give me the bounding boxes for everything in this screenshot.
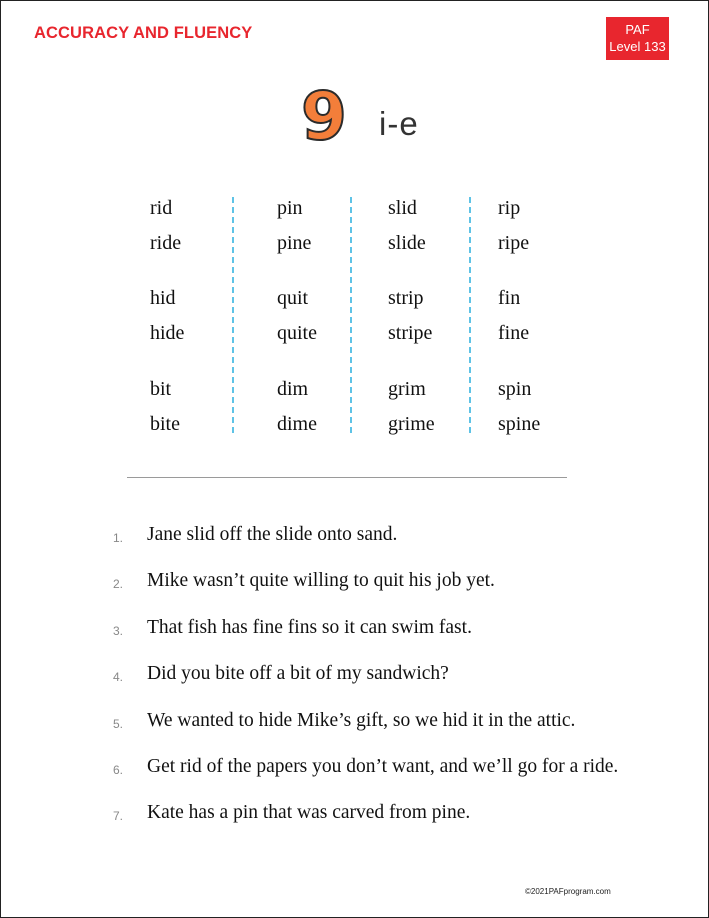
- section-divider: [127, 477, 567, 478]
- word: ride: [150, 232, 182, 254]
- word: stripe: [388, 322, 433, 344]
- word: spin: [498, 378, 532, 400]
- sentence-number: 6.: [113, 763, 124, 777]
- word: dim: [277, 378, 309, 400]
- sentence-text: Get rid of the papers you don’t want, and we’ll go for a ride.: [147, 756, 619, 777]
- sentence-text: We wanted to hide Mike’s gift, so we hid it in the attic.: [147, 710, 576, 731]
- sentence-text: That fish has fine fins so it can swim fast.: [147, 617, 472, 638]
- word: quit: [277, 287, 309, 309]
- word: fine: [498, 322, 530, 344]
- word: ripe: [498, 232, 530, 254]
- word: dime: [277, 413, 317, 435]
- sentence-number: 1.: [113, 531, 124, 545]
- sentence-text: Kate has a pin that was carved from pine.: [147, 802, 471, 823]
- sentence-number: 3.: [113, 624, 124, 638]
- sentence-number: 4.: [113, 670, 124, 684]
- word: fin: [498, 287, 521, 309]
- word: quite: [277, 322, 317, 344]
- word: pine: [277, 232, 312, 254]
- word: hid: [150, 287, 176, 309]
- word: slide: [388, 232, 426, 254]
- badge-level: Level 133: [609, 39, 666, 54]
- word: rip: [498, 197, 521, 219]
- sentence-text: Mike wasn’t quite willing to quit his job yet.: [147, 570, 495, 591]
- column-divider: [350, 197, 352, 433]
- word: bite: [150, 413, 180, 435]
- copyright-notice: ©2021PAFprogram.com: [525, 887, 611, 896]
- word: strip: [388, 287, 424, 309]
- section-title: ACCURACY AND FLUENCY: [34, 24, 253, 42]
- word: bit: [150, 378, 172, 400]
- badge-program: PAF: [625, 22, 650, 37]
- sentence-text: Did you bite off a bit of my sandwich?: [147, 663, 449, 684]
- word: rid: [150, 197, 173, 219]
- word: pin: [277, 197, 303, 219]
- sentence-number: 2.: [113, 577, 124, 591]
- sentence-text: Jane slid off the slide onto sand.: [147, 524, 398, 545]
- lesson-pattern: i-e: [379, 105, 419, 142]
- column-divider: [469, 197, 471, 433]
- word: grim: [388, 378, 426, 400]
- word: grime: [388, 413, 435, 435]
- sentence-number: 5.: [113, 717, 124, 731]
- column-divider: [232, 197, 234, 433]
- word: hide: [150, 322, 185, 344]
- word: spine: [498, 413, 541, 435]
- sentence-number: 7.: [113, 809, 124, 823]
- lesson-number: 9: [301, 78, 347, 155]
- level-badge: [606, 17, 669, 60]
- word: slid: [388, 197, 417, 219]
